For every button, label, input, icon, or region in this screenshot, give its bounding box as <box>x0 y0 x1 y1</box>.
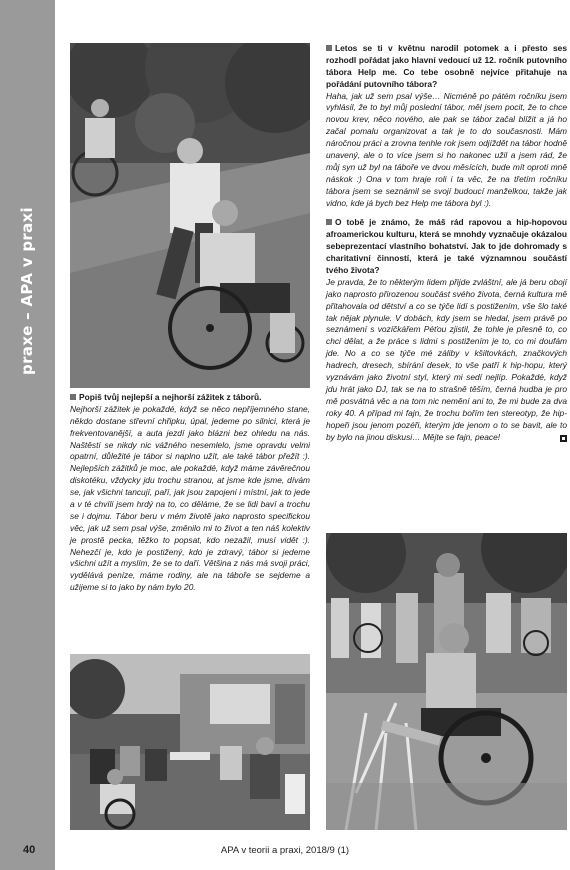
question-bullet <box>326 219 332 225</box>
answer-text: Nejhorší zážitek je pokaždé, když se něco nepříjemného stane, někdo dostane střevní chřipku, úpal, jedeme po silnici, která je frekventovanější, a auta jezdí jako blázni bez ohledu na nás. Naštěstí se nikdy nic vážného nesemlelo, jsme opravdu velmi opatrní, důležité je tábor si naplno užít, ale také tábor přežít :). Nejlepších zážitků je moc, ale pokaždé, když máme závěrečnou diskotéku, vždycky jdu trochu stranou, at jsme kde jsme, dívám se, jak všichni tancují, paří, jak jsou zapojeni i místní, jak to jede a v té chvíli jsem hrdý na to, co děláme, že se lidi baví a trochu se i dojmu. Tábor beru v mém životě jako naprosto specifickou věc, jak už sem psal výše, změnilo mi to život a ten náš kolektiv je prostě pecka, těžko to popsat, kdo nezažil, musí vidět :). Nehezčí je, kdo je postižený, kdo je zdravý, tábor si jedeme všichni užít a myslím, že se to daří. Většina z nás má svoji práci, vydělává peníze, máme rodiny, ale na táboře se sejdeme a užijeme si to jako by nám bylo 20. <box>70 403 310 593</box>
page-number: 40 <box>23 844 36 856</box>
section-label <box>3 207 51 375</box>
left-interview-block <box>70 392 310 594</box>
question-bullet <box>70 394 76 400</box>
photo-evening-gathering <box>70 654 310 830</box>
section-label-text: praxe – APA v praxi <box>18 207 37 375</box>
answer-2-text: Je pravda, že to některým lidem přijde zvláštní, ale já beru obojí jako naprosto přirozenou součást svého života, černá kultura mě přitahovala od dětství a co se týče lidí s postižením, vše šlo také tak nějak plynule. V dobách, kdy jsem se hledal, jsem právě po seznámení s vozíčkářem Péťou zjistil, že tohle je přesně to, co chci dělat, a že práce s lidmi s postižením je to, co mi doufám jde. No a co se týče mé záliby v kšiltovkách, značkových hadrech, dresech, sbírání desek, to vše patří k hip-hopu, který vyznávám jako životní styl, který mi sedí nejlíp. Pokaždé, když jdu hrát jako DJ, tak se na to strašně těším, černá hudba je pro mě posvátná věc a na tom nic nemění ani to, že mi bude za dva roky 40. A případ mi fajn, že trochu bořím ten stereotyp, že hip-hopeři jsou jenom pozéři, kterým jde jenom o to se bavit, ale to by bylo na jinou diskusi… Mějte se fajn, peace! <box>326 276 567 442</box>
question-2-text: O tobě je známo, že máš rád rapovou a hip-hopovou afroamerickou kulturu, která se mnohdy vyznačuje okázalou sebeprezentací vlastního bohatství. Jak to jde dohromady s charitativní činností, která je také významnou součástí tvého života? <box>326 217 567 276</box>
page-footer <box>0 844 570 860</box>
section-sidebar <box>0 0 55 870</box>
question-text: Popiš tvůj nejlepší a nejhorší zážitek z táborů. <box>79 392 262 402</box>
question-bullet <box>326 45 332 51</box>
photo-fountain <box>326 533 567 830</box>
photo-hill-wheelchairs <box>70 43 310 388</box>
end-of-article-icon <box>560 435 567 442</box>
right-interview-block <box>326 43 567 443</box>
answer-1-text: Haha, jak už sem psal výše… Nicméně po pátém ročníku jsem vyhlásil, že to byl můj poslední tábor, měl jsem pocit, že to chce novou krev, něco nového, ale pak se tábor začal blížit a já ho začal pomalu organizovat a tak je to do současnosti. Mám náročnou práci a zrovna tenhle rok jsem odjíždět na tábor hodně unavený, ale o to více jsem si ho nakonec užil a jsem rád, že můj syn už byl na táboře ve dvou měsících, bude mít oproti mně náskok :) Ona v tom hraje roli i ta věc, že na třetím ročníku tábora jsem se seznámil se svojí budoucí manželkou, takže jak vidno, kde já bych bez Help me tábora byl :). <box>326 90 567 208</box>
journal-citation: APA v teorii a praxi, 2018/9 (1) <box>220 845 350 856</box>
question-1-text: Letos se ti v květnu narodil potomek a i přesto ses rozhodl pořádat jako hlavní vedoucí už 12. ročník putovního tábora Help me. Co tebe osobně nejvíce přitahuje na pořádání putovního tábora? <box>326 43 567 89</box>
